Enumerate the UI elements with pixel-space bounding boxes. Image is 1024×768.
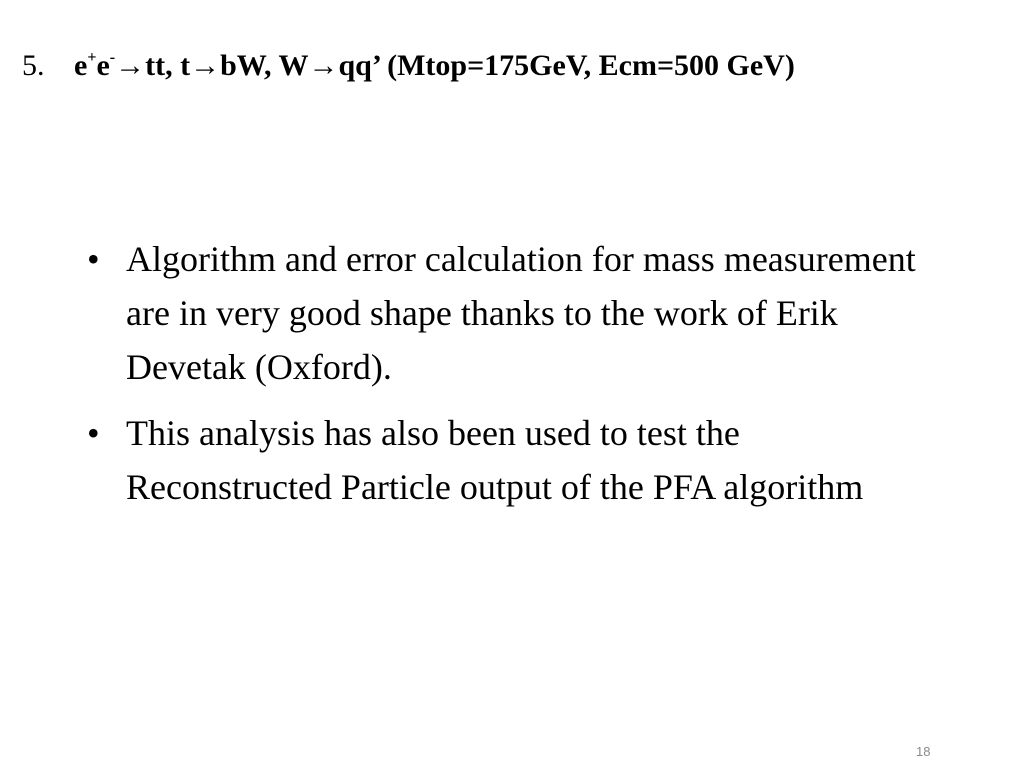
process-text: →tt, t→bW, W→qq’ (Mtop=175GeV, Ecm=500 GeV) [115, 49, 795, 82]
bullet-icon: • [87, 239, 100, 279]
heading-equation [74, 49, 795, 82]
bullet-item [87, 232, 947, 394]
page-number: 18 [916, 744, 931, 759]
negative-charge: - [109, 49, 116, 66]
slide-heading [22, 46, 795, 86]
bullet-list [87, 232, 947, 526]
positive-charge: + [87, 49, 97, 66]
heading-number: 5. [22, 49, 45, 82]
bullet-item [87, 406, 947, 514]
positron-symbol: e [96, 49, 110, 82]
bullet-text: This analysis has also been used to test the Reconstructed Particle output of the PFA algorithm [126, 413, 864, 507]
bullet-icon: • [87, 413, 100, 453]
bullet-text: Algorithm and error calculation for mass measurement are in very good shape thanks to the work of Erik Devetak (Oxford). [126, 239, 916, 387]
electron-symbol: e [74, 49, 88, 82]
